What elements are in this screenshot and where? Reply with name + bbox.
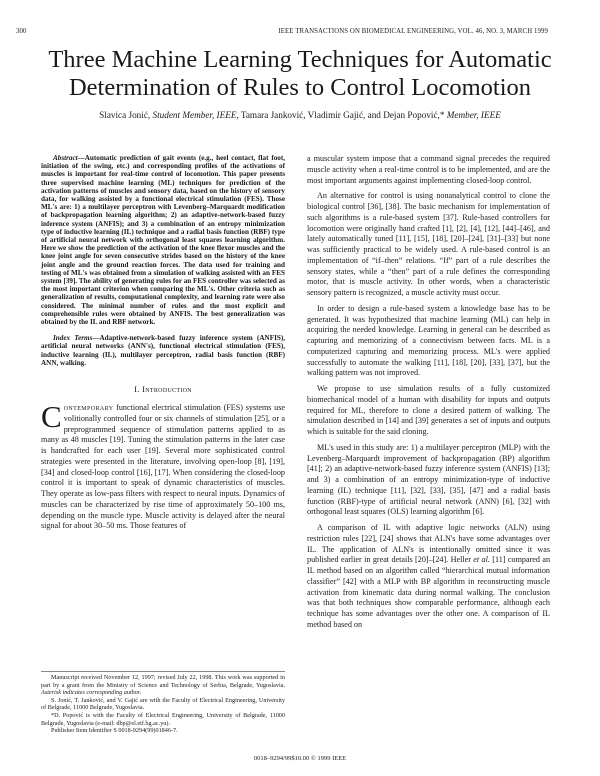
intro-first-word: ontemporary <box>63 403 114 413</box>
abstract <box>41 154 285 326</box>
intro-paragraph-1-text: functional electrical stimulation (FES) systems use volitionally controlled four or six channels of stimulation [25], or a preprogrammed sequence of stimulation patterns applied to as many as 48 muscles [19]. Tuning the stimulation patterns in the later case is handcrafted for each user [19]. Several more sophisticated control strategies were presented in the literature, involving open-loop [8], [19], [34] and closed-loop control [16], [17]. When considering the closed-loop control it is important to speak of dynamic characteristics of muscles. They operate as low-pass filters with respect to neural inputs. Dynamics of muscles can be characterized by rise time of approximately 50–100 ms, depending on the muscle type. Muscle activity is delayed after the neural signal for about 30–50 ms. Those features of <box>41 403 285 531</box>
running-head <box>16 28 548 40</box>
drop-cap: C <box>41 399 62 435</box>
copyright-line: 0018–9294/99$10.00 © 1999 IEEE <box>253 755 347 762</box>
index-terms-text: Adaptive-network-based fuzzy inference system (ANFIS), artificial neural networks (ANN's), functional electrical stimulation (FES), inductive learning (IL), multilayer perceptron, radial basis function (RBF) ANN, walking. <box>41 334 285 367</box>
footnote-received <box>41 674 285 697</box>
abstract-label: Abstract— <box>53 154 85 162</box>
right-paragraph-1: a muscular system impose that a command signal precedes the required muscle activity when a real-time control is to be implemented, and are the most important arguments against implementing closed-loop control. <box>307 154 550 185</box>
left-column <box>41 154 285 532</box>
right-paragraph-4: We propose to use simulation results of a fully customized biomechanical model of a human with disability for inputs and outputs required for ML, therefore to clone a desired pattern of walking. The simulation described in [14] and [39] generates a set of inputs and outputs which is suitable for the said cloning. <box>307 384 550 436</box>
section-numeral: I. <box>134 384 143 395</box>
footnote-pii: Publisher Item Identifier S 0018-9294(99)01846-7. <box>51 727 178 735</box>
right-paragraph-2: An alternative for control is using nonanalytical control to clone the biological control [36], [38]. The basic mechanism for implementation of such algorithms is a rule-based system [37]. Rule-based controllers for locomotion were originally hand crafted [1], [2], [4], [12], [44]–[46], and lately automatically tuned [11], [15], [18], [20]–[24], [31]–[33] but none was sufficiently practical to be widely used. A rule-based control is an implementation of “if–then” relations. “If” part of a rule describes the sensory states, while a “then” part of a rule defines the corresponding motor, that is muscle activity. In other words, when a characteristic sensory pattern is recognized, a muscle activity must occur. <box>307 191 550 297</box>
paper-title-line-2: Determination of Rules to Control Locomotion <box>68 74 532 101</box>
right-column <box>307 154 550 631</box>
et-al: et al. <box>473 555 490 565</box>
footnote-affiliation-2: *D. Popović is with the Faculty of Electrical Engineering, University of Belgrade, 11000 Belgrade, Yugoslavia (e-mail: dbp@el.etf.bg.ac.yu). <box>41 711 285 727</box>
author-list <box>30 110 570 120</box>
right-paragraph-3: In order to design a rule-based system a knowledge base has to be generated. It was hypothesized that machine learning (ML) can help in acquiring the needed knowledge. Learning in general can be described as capturing and memorizing of a connectivism between facts. ML is a computerized capturing and memorizing process. ML's were applied successfully to automate the walking [11], [18], [20], [33], [37], but the walking pattern was not improved. <box>307 303 550 378</box>
journal-running-title: IEEE TRANSACTIONS ON BIOMEDICAL ENGINEERING, VOL. 46, NO. 3, MARCH 1999 <box>278 28 548 35</box>
section-title: Introduction <box>142 384 192 395</box>
right-paragraph-6-b: [11] compared an IL method based on an algorithm called “hierarchical mutual information classifier” [42] with a MLP with BP algorithm in reconstructing muscle activation from kinematic data during normal walking. The conclusion was that both techniques show comparable performance, although each technique has some advantages over the other one. A comparison of IL method based on <box>307 555 551 629</box>
intro-paragraph-1 <box>41 399 285 532</box>
author-affiliation-2: Member, IEEE <box>446 110 501 120</box>
index-terms <box>41 334 285 367</box>
right-paragraph-6-a: A comparison of IL with adaptive logic networks (ALN) using restriction rules [22], [24] shows that ALN's have some advantages over IL. The application of ALN's is intentionally omitted since it was published earlier in great details [20]–[24]. Heller <box>307 523 550 565</box>
footnote-received-text: Manuscript received November 12, 1997; revised July 22, 1998. This work was supported in part by a grant from the Ministry of Science and Technology of Serbia, Belgrade, Yugoslavia. <box>41 674 285 689</box>
index-terms-label: Index Terms— <box>53 334 100 343</box>
footnote-asterisk-note: Asterisk indicates corresponding author. <box>41 689 142 697</box>
author-names-2: , Tamara Janković, Vladimir Gajić, and Dejan Popović,* <box>236 110 447 120</box>
page-number: 300 <box>16 28 27 35</box>
section-heading-introduction <box>41 384 285 394</box>
author-names-1: Slavica Jonić, <box>99 110 153 120</box>
right-paragraph-6 <box>307 523 550 631</box>
footnote-affiliation-1: S. Jonić, T. Janković, and V. Gajić are with the Faculty of Electrical Engineering, University of Belgrade, 11000 Belgrade, Yugoslavia. <box>41 696 285 712</box>
paper-title-line-1: Three Machine Learning Techniques for Automatic <box>48 46 552 73</box>
right-paragraph-5: ML's used in this study are: 1) a multilayer perceptron (MLP) with the Levenberg–Marquardt improvement of backpropagation (BP) algorithm [41]; 2) an adaptive-network-based fuzzy inference system (ANFIS) [13]; and 3) a combination of an entropy minimization-type of inductive learning (IL) technique [11], [32], [33], [35], [47] and a radial basis function (RBF)-type of artificial neural network (ANN) [6], [32] with orthogonal least squares (OLS) learning algorithm [6]. <box>307 442 550 517</box>
abstract-text: Automatic prediction of gait events (e.g., heel contact, flat foot, initiation of the swing, etc.) and corresponding profiles of the activations of muscles is important for real-time control of locomotion. This paper presents three supervised machine learning (ML) techniques for prediction of the activation patterns of muscles and sensory data, based on the history of sensory data, for walking assisted by a functional electrical stimulation (FES). Those ML's are: 1) a multilayer perceptron with Levenberg–Marquardt modification of backpropagation learning algorithm; 2) an adaptive-network-based fuzzy inference system (ANFIS); and 3) a combination of an entropy minimization type of inductive learning (IL) technique and a radial basis function (RBF) type of artificial neural network with orthogonal least squares learning algorithm. Here we show the prediction of the activation of the knee flexor muscles and the knee joint angle for seven consecutive strides based on the history of the knee joint angle and the ground reaction forces. The data used for training and testing of ML's was obtained from a simulation of walking assisted with an FES system [39]. The ability of generating rules for an FES controller was selected as the most important criterion when comparing the ML's. Other criteria such as generalization of results, computational complexity, and learning rate were also considered. The minimal number of rules and the most explicit and comprehensible rules were obtained by ANFIS. The best generalization was obtained by the IL and RBF network. <box>41 154 285 327</box>
footnotes <box>41 671 285 735</box>
paper-title <box>20 46 580 102</box>
author-affiliation-1: Student Member, IEEE <box>152 110 237 120</box>
